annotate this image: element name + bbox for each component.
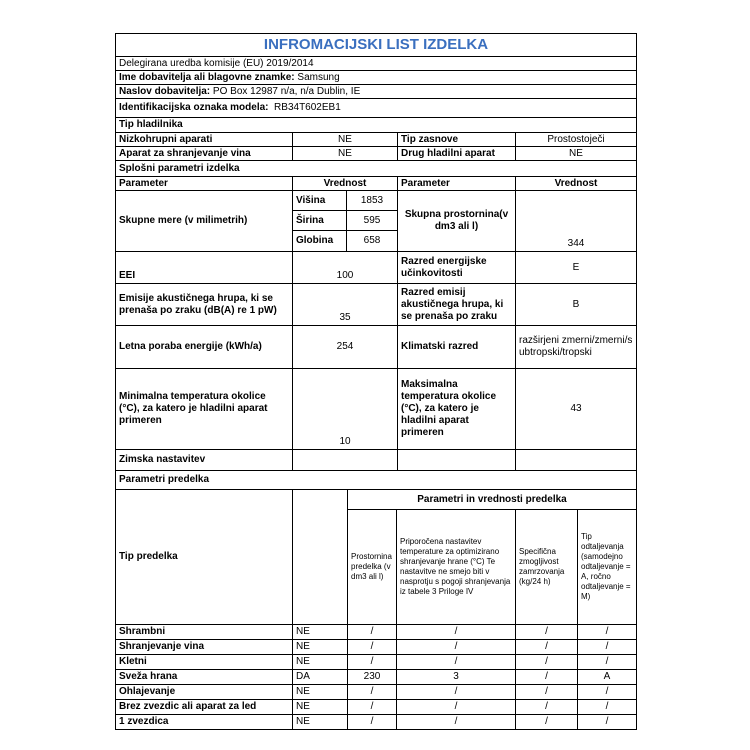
min-temp-value: 10 <box>292 368 398 450</box>
regulation-text: Delegirana uredba komisije (EU) 2019/2014 <box>119 57 314 69</box>
compartment-volume: / <box>347 639 397 655</box>
dimensions-label: Skupne mere (v milimetrih) <box>115 190 293 252</box>
general-section-heading: Splošni parametri izdelka <box>115 160 637 177</box>
winter-setting-empty-label <box>397 449 516 471</box>
compartment-freeze: / <box>515 684 578 700</box>
compartment-name: 1 zvezdica <box>115 714 293 730</box>
noise-label: Emisije akustičnega hrupa, ki se prenaša po zraku (dB(A) re 1 pW) <box>115 283 293 326</box>
energy-class-label: Razred energijske učinkovitosti <box>397 251 516 284</box>
low-noise-label: Nizkohrupni aparati <box>115 132 293 147</box>
compartment-volume: 230 <box>347 669 397 685</box>
compartment-present: NE <box>292 699 348 715</box>
max-temp-label: Maksimalna temperatura okolice (°C), za katero je hladilni aparat primeren <box>397 368 516 450</box>
compartment-freeze: / <box>515 669 578 685</box>
wine-storage-value: NE <box>292 146 398 161</box>
compartment-name: Sveža hrana <box>115 669 293 685</box>
compartment-volume: / <box>347 624 397 640</box>
max-temp-value: 43 <box>515 368 637 450</box>
eei-value: 100 <box>292 251 398 284</box>
compartment-temp: / <box>396 684 516 700</box>
col-value: Vrednost <box>292 176 398 191</box>
compartment-name: Shrambni <box>115 624 293 640</box>
compartment-freeze: / <box>515 654 578 670</box>
compartment-defrost: / <box>577 714 637 730</box>
annual-energy-value: 254 <box>292 325 398 369</box>
address-value: PO Box 12987 n/a, n/a Dublin, IE <box>210 85 361 97</box>
compartment-name: Shranjevanje vina <box>115 639 293 655</box>
compartment-name: Kletni <box>115 654 293 670</box>
regulation-row <box>115 56 637 71</box>
climate-class-value: razširjeni zmerni/zmerni/subtropski/tropski <box>515 325 637 369</box>
compartment-temp: 3 <box>396 669 516 685</box>
address-label: Naslov dobavitelja: <box>119 85 211 97</box>
col-value-2: Vrednost <box>515 176 637 191</box>
compartment-volume: / <box>347 714 397 730</box>
compartment-freeze: / <box>515 639 578 655</box>
width-label: Širina <box>292 210 347 231</box>
compartment-temp: / <box>396 699 516 715</box>
width-value: 595 <box>346 210 398 231</box>
compartment-type-header: Tip predelka <box>115 489 293 625</box>
col-parameter-2: Parameter <box>397 176 516 191</box>
noise-class-value: B <box>515 283 637 326</box>
compartment-present: NE <box>292 639 348 655</box>
compartment-temp: / <box>396 714 516 730</box>
model-label: Identifikacijska oznaka modela: <box>119 102 269 113</box>
compartment-name: Brez zvezdic ali aparat za led <box>115 699 293 715</box>
total-volume-value: 344 <box>515 190 637 252</box>
compartment-volume: / <box>347 684 397 700</box>
compartment-name: Ohlajevanje <box>115 684 293 700</box>
eei-label: EEI <box>115 251 293 284</box>
compartment-temp: / <box>396 624 516 640</box>
col-recommended-temp: Priporočena nastavitev temperature za optimizirano shranjevanje hrane (°C) Te nastavitve ne smejo biti v nasprotju s pogoji shranjevanja iz tabele 3 Priloge IV <box>396 509 516 625</box>
total-volume-label: Skupna prostornina(v dm3 ali l) <box>397 190 516 252</box>
design-type-label: Tip zasnove <box>397 132 516 147</box>
winter-setting-value <box>292 449 398 471</box>
min-temp-label: Minimalna temperatura okolice (°C), za katero je hladilni aparat primeren <box>115 368 293 450</box>
compartment-volume: / <box>347 699 397 715</box>
compartment-present: NE <box>292 684 348 700</box>
noise-class-label: Razred emisij akustičnega hrupa, ki se prenaša po zraku <box>397 283 516 326</box>
other-appliance-value: NE <box>515 146 637 161</box>
col-parameter: Parameter <box>115 176 293 191</box>
col-defrost-type: Tip odtaljevanja (samodejno odtaljevanje = A, ročno odtaljevanje = M) <box>577 509 637 625</box>
depth-value: 658 <box>346 230 398 252</box>
compartments-section-heading: Parametri predelka <box>115 470 637 490</box>
compartment-present: NE <box>292 714 348 730</box>
compartment-defrost: / <box>577 684 637 700</box>
winter-setting-empty-value <box>515 449 637 471</box>
compartment-group-header: Parametri in vrednosti predelka <box>347 489 637 510</box>
compartment-freeze: / <box>515 624 578 640</box>
address-row <box>115 84 637 99</box>
compartment-present: NE <box>292 654 348 670</box>
supplier-row <box>115 70 637 85</box>
compartment-defrost: A <box>577 669 637 685</box>
design-type-value: Prostostoječi <box>515 132 637 147</box>
energy-class-value: E <box>515 251 637 284</box>
compartment-defrost: / <box>577 624 637 640</box>
col-freezing-capacity: Specifična zmogljivost zamrzovanja (kg/24 h) <box>515 509 578 625</box>
compartment-defrost: / <box>577 654 637 670</box>
compartment-present: NE <box>292 624 348 640</box>
compartment-freeze: / <box>515 699 578 715</box>
compartment-freeze: / <box>515 714 578 730</box>
height-value: 1853 <box>346 190 398 211</box>
height-label: Višina <box>292 190 347 211</box>
model-row <box>115 98 637 118</box>
other-appliance-label: Drug hladilni aparat <box>397 146 516 161</box>
compartment-defrost: / <box>577 699 637 715</box>
low-noise-value: NE <box>292 132 398 147</box>
supplier-label: Ime dobavitelja ali blagovne znamke: <box>119 71 295 83</box>
compartment-blank-header <box>292 489 348 625</box>
noise-value: 35 <box>292 283 398 326</box>
sheet-title: INFROMACIJSKI LIST IZDELKA <box>115 33 637 57</box>
depth-label: Globina <box>292 230 347 252</box>
climate-class-label: Klimatski razred <box>397 325 516 369</box>
compartment-temp: / <box>396 639 516 655</box>
fridge-type-heading: Tip hladilnika <box>115 117 637 133</box>
compartment-temp: / <box>396 654 516 670</box>
supplier-value: Samsung <box>294 71 340 83</box>
compartment-volume: / <box>347 654 397 670</box>
annual-energy-label: Letna poraba energije (kWh/a) <box>115 325 293 369</box>
compartment-present: DA <box>292 669 348 685</box>
winter-setting-label: Zimska nastavitev <box>115 449 293 471</box>
model-value: RB34T602EB1 <box>268 102 341 113</box>
wine-storage-label: Aparat za shranjevanje vina <box>115 146 293 161</box>
compartment-defrost: / <box>577 639 637 655</box>
col-compartment-volume: Prostornina predelka (v dm3 ali l) <box>347 509 397 625</box>
